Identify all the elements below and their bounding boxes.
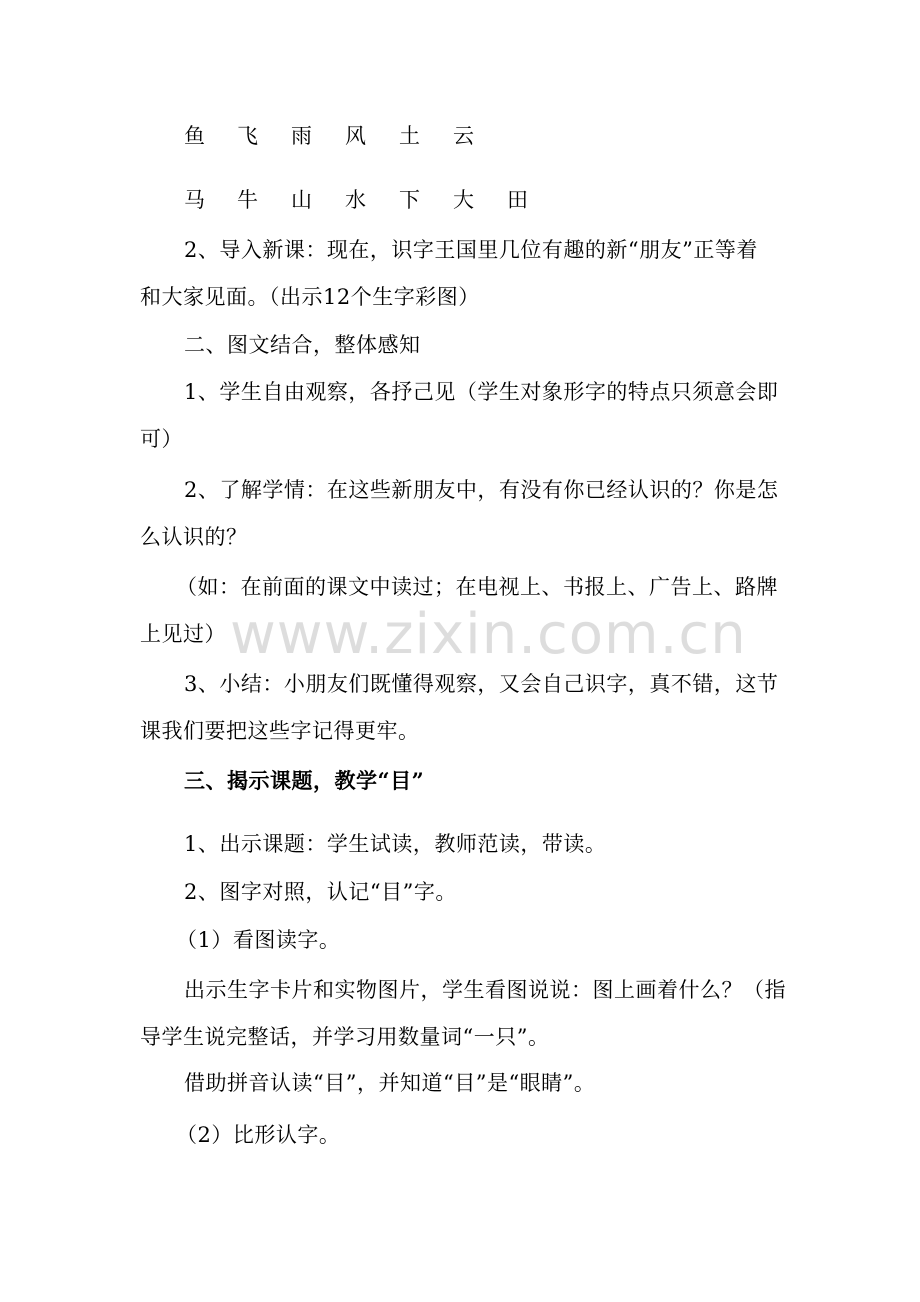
paragraph-line: （2）比形认字。 bbox=[176, 1123, 341, 1147]
paragraph-line: （如：在前面的课文中读过；在电视上、书报上、广告上、路牌 bbox=[176, 575, 778, 599]
character: 云 bbox=[453, 124, 474, 148]
paragraph-line: （1）看图读字。 bbox=[176, 928, 341, 952]
character: 鱼 bbox=[184, 124, 205, 148]
paragraph-line: 2、导入新课：现在，识字王国里几位有趣的新“朋友”正等着 bbox=[184, 238, 758, 262]
section-heading: 二、图文结合，整体感知 bbox=[184, 333, 421, 357]
paragraph-line: 上见过） bbox=[140, 622, 226, 646]
character: 土 bbox=[399, 124, 420, 148]
section-heading-bold: 三、揭示课题，教学“目” bbox=[184, 768, 425, 793]
character: 山 bbox=[291, 188, 312, 212]
character: 风 bbox=[345, 124, 366, 148]
paragraph-line: 1、学生自由观察，各抒己见（学生对象形字的特点只须意会即 bbox=[184, 380, 779, 404]
character: 飞 bbox=[237, 124, 258, 148]
paragraph-line: 1、出示课题：学生试读，教师范读，带读。 bbox=[184, 832, 607, 856]
paragraph-line: 和大家见面。（出示12个生字彩图） bbox=[140, 285, 480, 309]
character: 牛 bbox=[237, 188, 258, 212]
character-row-1 bbox=[0, 122, 920, 150]
paragraph-line: 可） bbox=[140, 427, 183, 451]
character: 水 bbox=[345, 188, 366, 212]
watermark: www.zixin.com.cn bbox=[230, 602, 747, 667]
character: 大 bbox=[453, 188, 474, 212]
character: 下 bbox=[399, 188, 420, 212]
character: 田 bbox=[507, 188, 528, 212]
character: 马 bbox=[184, 188, 205, 212]
paragraph-line: 2、了解学情：在这些新朋友中，有没有你已经认识的？你是怎 bbox=[184, 478, 779, 502]
paragraph-line: 出示生字卡片和实物图片，学生看图说说：图上画着什么？（指 bbox=[184, 978, 786, 1002]
paragraph-line: 3、小结：小朋友们既懂得观察，又会自己识字，真不错，这节 bbox=[184, 672, 779, 696]
character: 雨 bbox=[291, 124, 312, 148]
paragraph-line: 导学生说完整话，并学习用数量词“一只”。 bbox=[140, 1025, 550, 1049]
paragraph-line: 课我们要把这些字记得更牢。 bbox=[140, 719, 420, 743]
character-row-2 bbox=[0, 186, 920, 214]
paragraph-line: 2、图字对照，认记“目”字。 bbox=[184, 880, 457, 904]
paragraph-line: 借助拼音认读“目”，并知道“目”是“眼睛”。 bbox=[184, 1071, 596, 1095]
paragraph-line: 么认识的？ bbox=[140, 525, 248, 549]
